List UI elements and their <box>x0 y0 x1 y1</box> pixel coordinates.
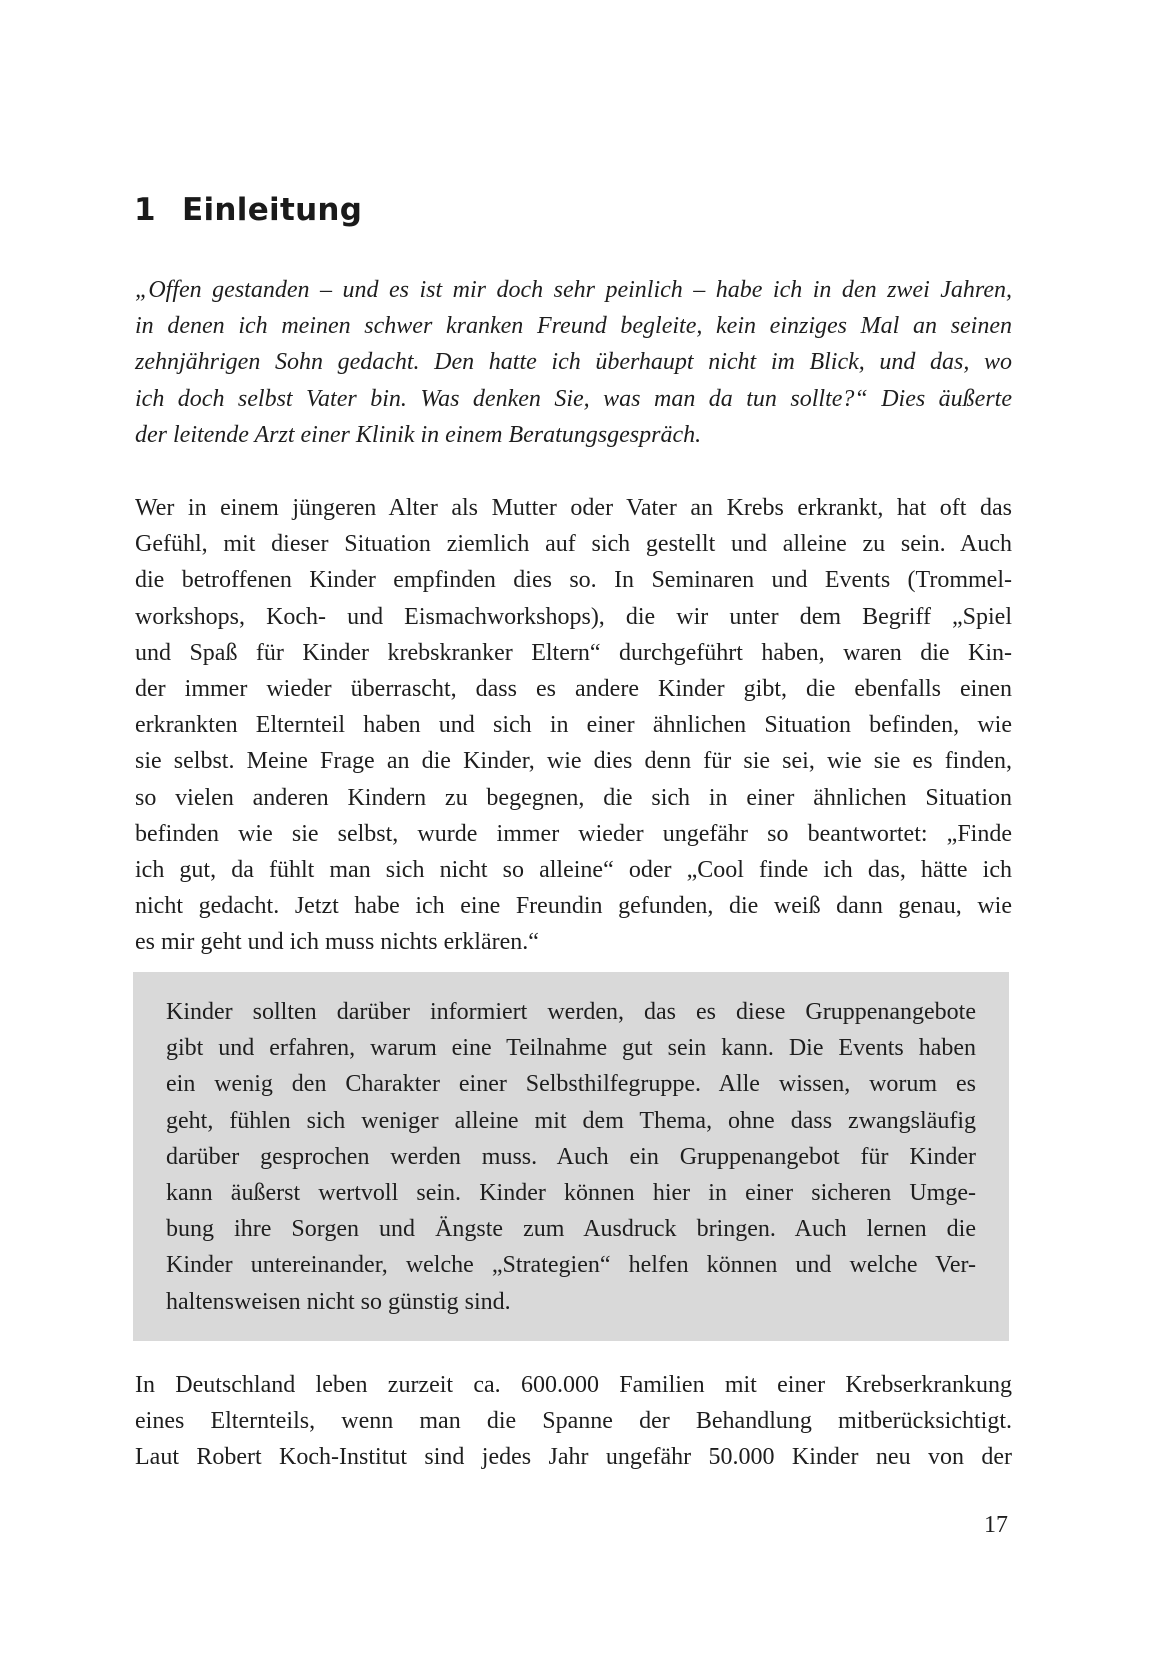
paragraph-1 <box>135 490 1012 960</box>
paragraph-line: Wer in einem jüngeren Alter als Mutter oder Vater an Krebs erkrankt, hat oft das <box>135 495 1012 521</box>
box-line: gibt und erfahren, warum eine Teilnahme gut sein kann. Die Events haben <box>166 1035 976 1062</box>
paragraph-line: nicht gedacht. Jetzt habe ich eine Freundin gefunden, die weiß dann genau, wie <box>135 893 1012 920</box>
paragraph-line: es mir geht und ich muss nichts erklären.“ <box>135 929 539 956</box>
paragraph-line: eines Elternteils, wenn man die Spanne der Behandlung mitberücksichtigt. <box>135 1408 1012 1435</box>
paragraph-line: Laut Robert Koch-Institut sind jedes Jahr ungefähr 50.000 Kinder neu von der <box>135 1444 1012 1471</box>
quote-line: „Offen gestanden – und es ist mir doch sehr peinlich – habe ich in den zwei Jahren, <box>135 277 1012 303</box>
chapter-number: 1 <box>134 192 156 228</box>
paragraph-line: befinden wie sie selbst, wurde immer wieder ungefähr so beantwortet: „Finde <box>135 820 1012 847</box>
highlight-box-text <box>166 994 976 1320</box>
paragraph-line: ich gut, da fühlt man sich nicht so alleine“ oder „Cool finde ich das, hätte ich <box>135 856 1012 883</box>
paragraph-line: so vielen anderen Kindern zu begegnen, die sich in einer ähnlichen Situation <box>135 784 1012 811</box>
box-line: Kinder untereinander, welche „Strategien“ helfen können und welche Ver- <box>166 1252 976 1279</box>
quote-line: ich doch selbst Vater bin. Was denken Sie, was man da tun sollte?“ Dies äußerte <box>135 385 1012 412</box>
quote-line: der leitende Arzt einer Klinik in einem Beratungsgespräch. <box>135 421 702 448</box>
box-line: darüber gesprochen werden muss. Auch ein Gruppenangebot für Kinder <box>166 1143 976 1170</box>
paragraph-line: der immer wieder überrascht, dass es andere Kinder gibt, die ebenfalls einen <box>135 675 1012 702</box>
quote-line: in denen ich meinen schwer kranken Freund begleite, kein einziges Mal an seinen <box>135 313 1012 340</box>
box-line: kann äußerst wertvoll sein. Kinder können hier in einer sicheren Umge- <box>166 1179 976 1206</box>
paragraph-line: In Deutschland leben zurzeit ca. 600.000 Familien mit einer Krebserkrankung <box>135 1372 1012 1398</box>
paragraph-line: workshops, Koch- und Eismachworkshops), die wir unter dem Begriff „Spiel <box>135 603 1012 630</box>
paragraph-line: sie selbst. Meine Frage an die Kinder, wie dies denn für sie sei, wie sie es finden, <box>135 748 1012 775</box>
quote-line: zehnjährigen Sohn gedacht. Den hatte ich überhaupt nicht im Blick, und das, wo <box>135 349 1012 376</box>
box-line: bung ihre Sorgen und Ängste zum Ausdruck bringen. Auch lernen die <box>166 1216 976 1243</box>
box-line: Kinder sollten darüber informiert werden, das es diese Gruppenangebote <box>166 999 976 1025</box>
paragraph-line: erkrankten Elternteil haben und sich in einer ähnlichen Situation befinden, wie <box>135 712 1012 739</box>
chapter-title: Einleitung <box>182 192 363 228</box>
paragraph-line: Gefühl, mit dieser Situation ziemlich auf sich gestellt und alleine zu sein. Auch <box>135 531 1012 558</box>
box-line: haltensweisen nicht so günstig sind. <box>166 1288 511 1315</box>
opening-quote <box>135 272 1012 453</box>
paragraph-2 <box>135 1367 1012 1476</box>
page-number: 17 <box>984 1512 1008 1538</box>
paragraph-line: und Spaß für Kinder krebskranker Eltern“ durchgeführt haben, waren die Kin- <box>135 639 1012 666</box>
paragraph-line: die betroffenen Kinder empfinden dies so. In Seminaren und Events (Trommel- <box>135 567 1012 594</box>
highlight-box <box>133 972 1009 1341</box>
box-line: geht, fühlen sich weniger alleine mit dem Thema, ohne dass zwangsläufig <box>166 1107 976 1134</box>
box-line: ein wenig den Charakter einer Selbsthilfegruppe. Alle wissen, worum es <box>166 1071 976 1098</box>
chapter-heading <box>134 192 362 228</box>
